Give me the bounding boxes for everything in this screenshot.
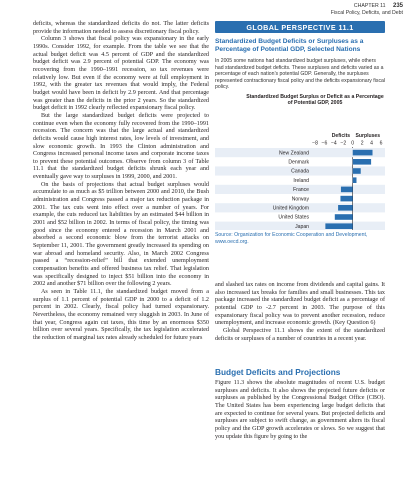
global-perspective-title: Standardized Budget Deficits or Surpluses as a Percentage of Potential GDP, Selected Nations xyxy=(215,38,364,53)
paragraph: Column 3 shows that fiscal policy was expansionary in the early 1990s. Consider 1992, for example. From the table we see that the actual budget deficit was 4.5 percent of GDP and the standardized budget deficit was 2.9 percent of potential GDP. The economy was recovering from the 1990–1991 recession, so tax revenues were relatively low. But even if the economy were at full employment in 1992, with the greater tax revenues that would imply, the Federal budget would have been in deficit by 2.9 percent. And that percentage was greater than the deficits in the prior 2 years. So the standardized budget deficit in 1992 clearly reflected expansionary fiscal policy. xyxy=(33,36,209,112)
bar xyxy=(353,168,361,174)
chart-title: Standardized Budget Surplus or Deficit as a Percentage of Potential GDP, 2005 xyxy=(246,93,384,107)
tick-label: 4 xyxy=(370,140,373,147)
paragraph: deficits, whereas the standardized deficits do not. The latter deficits provide the information needed to assess discretionary fiscal policy. xyxy=(33,21,209,35)
country-label: Denmark xyxy=(288,159,309,166)
country-label: Canada xyxy=(291,168,309,175)
right-column xyxy=(215,282,385,343)
chapter-label: CHAPTER 11 xyxy=(353,3,386,9)
page-header xyxy=(331,3,403,17)
paragraph: As seen in Table 11.1, the standardized budget moved from a surplus of 1.1 percent of potential GDP in 2000 to a deficit of 1.2 percent in 2002. Clearly, fiscal policy had turned expansionary. Nevertheless, the economy remained very sluggish in 2003. In June of that year, Congress again cut taxes, this time by an enormous $350 billion over several years. Specifically, the tax legislation accelerated the reduction of marginal tax rates already scheduled for future years xyxy=(33,288,209,341)
country-label: United States xyxy=(278,214,309,221)
bar xyxy=(340,196,352,202)
surpluses-header: Surpluses xyxy=(355,133,381,139)
tick-label: 6 xyxy=(379,140,383,147)
bar xyxy=(335,214,353,220)
tick-label: −2 xyxy=(340,140,347,147)
deficits-header: Deficits xyxy=(331,133,351,139)
country-label: France xyxy=(293,187,309,194)
page-number: 235 xyxy=(392,3,403,9)
deficit-surplus-bar-chart xyxy=(215,132,385,230)
left-column xyxy=(33,21,209,343)
country-label: New Zealand xyxy=(278,150,309,157)
tick-label: −8 xyxy=(312,140,318,147)
bar xyxy=(353,177,357,183)
global-perspective-band: GLOBAL PERSPECTIVE 11.1 xyxy=(215,21,385,33)
paragraph: Global Perspective 11.1 shows the extent of the standardized deficits or surpluses of a number of countries in a recent year. xyxy=(215,327,385,342)
paragraph: On the basis of projections that actual budget surpluses would accumulate to as much as $5 trillion between 2000 and 2010, the Bush administration and Congress passed a major tax reduction package in 2001. The tax cuts went into effect over a number of years. For example, the cuts reduced tax liabilities by an estimated $44 billion in 2001 and $52 billion in 2002. In terms of fiscal policy, the timing was good since the economy entered a recession in March 2001 and absorbed a second economic blow from the terrorist attacks on September 11, 2001. The government greatly increased its spending on war abroad and homeland security. Also, in March 2002 Congress passed a “recession-relief” bill that extended unemployment compensation benefits and offered business tax relief. That legislation was specifically designed to inject $51 billion into the economy in 2002 and another $71 billion over the following 2 years. xyxy=(33,181,209,288)
bar xyxy=(341,187,353,193)
bar xyxy=(325,223,352,229)
country-label: Norway xyxy=(291,196,309,203)
tick-label: 2 xyxy=(360,140,364,147)
running-title: Fiscal Policy, Deficits, and Debt xyxy=(330,10,403,16)
paragraph: Figure 11.3 shows the absolute magnitudes of recent U.S. budget surpluses and deficits. It also shows the projected future deficits or surpluses as published by the Congressional Budget Office (CBO). The United States has been experiencing large budget deficits that are expected to continue for several years. But projected deficits and surpluses are subject to swift change, as government alters its fiscal policy and the GDP growth accelerates or slows. So we suggest that you update this figure by going to the xyxy=(215,380,385,440)
bar xyxy=(338,205,353,211)
section-heading: Budget Deficits and Projections xyxy=(215,367,341,377)
tick-label: −6 xyxy=(321,140,328,147)
country-label: United Kingdom xyxy=(272,205,309,212)
country-label: Japan xyxy=(295,223,309,230)
global-perspective-body: In 2005 some nations had standardized budget surpluses, while others had standardized budget deficits. These surpluses and deficits varied as a percentage of each nation’s potential GDP. Generally, the surpluses represented contractionary fiscal policy and the deficits expansionary fiscal policy. xyxy=(215,58,386,91)
global-perspective-box xyxy=(215,21,385,265)
tick-label: 0 xyxy=(351,140,355,147)
paragraph: and slashed tax rates on income from dividends and capital gains. It also increased tax breaks for families and small businesses. This tax package increased the standardized budget deficit as a percentage of potential GDP to -2.7 percent in 2003. The purpose of this expansionary fiscal policy was to prevent another recession, reduce unemployment, and increase economic growth. (Key Question 6) xyxy=(215,282,385,327)
section-body xyxy=(215,380,385,441)
bar xyxy=(353,150,373,156)
chart-source: Source: Organization for Economic Cooperation and Development, www.oecd.org. xyxy=(215,232,368,245)
bar xyxy=(353,159,371,165)
tick-label: −4 xyxy=(330,140,337,147)
paragraph: But the large standardized budget deficits were projected to continue even when the economy fully recovered from the 1990–1991 recession. The concern was that the large actual and standardized deficits would cause high interest rates, low levels of investment, and slow economic growth. In 1993 the Clinton administration and Congress increased personal income taxes and corporate income taxes to prevent these potential outcomes. Observe from column 3 of Table 11.1 that the standardized budget deficits shrunk each year and eventually gave way to surpluses in 1999, 2000, and 2001. xyxy=(33,112,209,181)
country-label: Ireland xyxy=(293,177,309,184)
